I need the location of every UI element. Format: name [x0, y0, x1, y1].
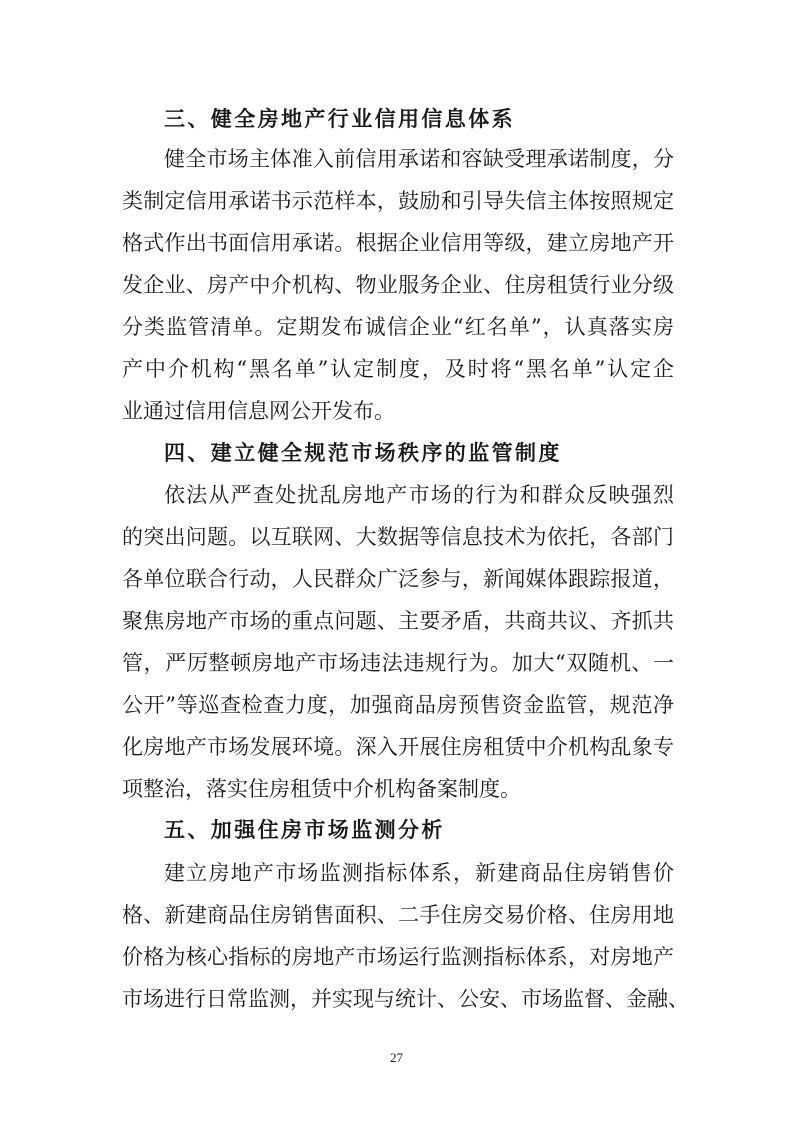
paragraph-line: 化房地产市场发展环境。深入开展住房租赁中介机构乱象专: [122, 735, 674, 759]
paragraph-line: 类制定信用承诺书示范样本，鼓励和引导失信主体按照规定: [122, 189, 674, 213]
paragraph-line: 管，严厉整顿房地产市场违法违规行为。加大“双随机、一: [122, 651, 674, 675]
paragraph-line: 建立房地产市场监测指标体系，新建商品住房销售价: [164, 861, 674, 885]
paragraph-line: 分类监管清单。定期发布诚信企业“红名单”，认真落实房: [122, 315, 674, 339]
paragraph-line: 格、新建商品住房销售面积、二手住房交易价格、住房用地: [122, 903, 674, 927]
page-number: 27: [390, 1050, 403, 1065]
paragraph-line: 产中介机构“黑名单”认定制度，及时将“黑名单”认定企: [122, 357, 674, 381]
paragraph-line: 的突出问题。以互联网、大数据等信息技术为依托，各部门: [122, 525, 674, 549]
section-heading-4: 四、建立健全规范市场秩序的监管制度: [164, 441, 562, 465]
paragraph-line: 发企业、房产中介机构、物业服务企业、住房租赁行业分级: [122, 273, 674, 297]
paragraph-line: 健全市场主体准入前信用承诺和容缺受理承诺制度，分: [164, 147, 674, 171]
paragraph-line: 价格为核心指标的房地产市场运行监测指标体系，对房地产: [122, 945, 674, 969]
paragraph-line: 各单位联合行动，人民群众广泛参与，新闻媒体跟踪报道，: [122, 567, 674, 591]
section-heading-5: 五、加强住房市场监测分析: [164, 818, 445, 842]
paragraph-line: 业通过信用信息网公开发布。: [122, 399, 395, 423]
paragraph-line: 聚焦房地产市场的重点问题、主要矛盾，共商共议、齐抓共: [122, 609, 674, 633]
paragraph-line: 依法从严查处扰乱房地产市场的行为和群众反映强烈: [164, 483, 674, 507]
paragraph-line: 市场进行日常监测，并实现与统计、公安、市场监督、金融、: [122, 987, 689, 1011]
paragraph-line: 项整治，落实住房租赁中介机构备案制度。: [122, 777, 521, 801]
paragraph-line: 公开”等巡查检查力度，加强商品房预售资金监管，规范净: [122, 693, 674, 717]
section-heading-3: 三、健全房地产行业信用信息体系: [164, 107, 515, 131]
paragraph-line: 格式作出书面信用承诺。根据企业信用等级，建立房地产开: [122, 231, 674, 255]
